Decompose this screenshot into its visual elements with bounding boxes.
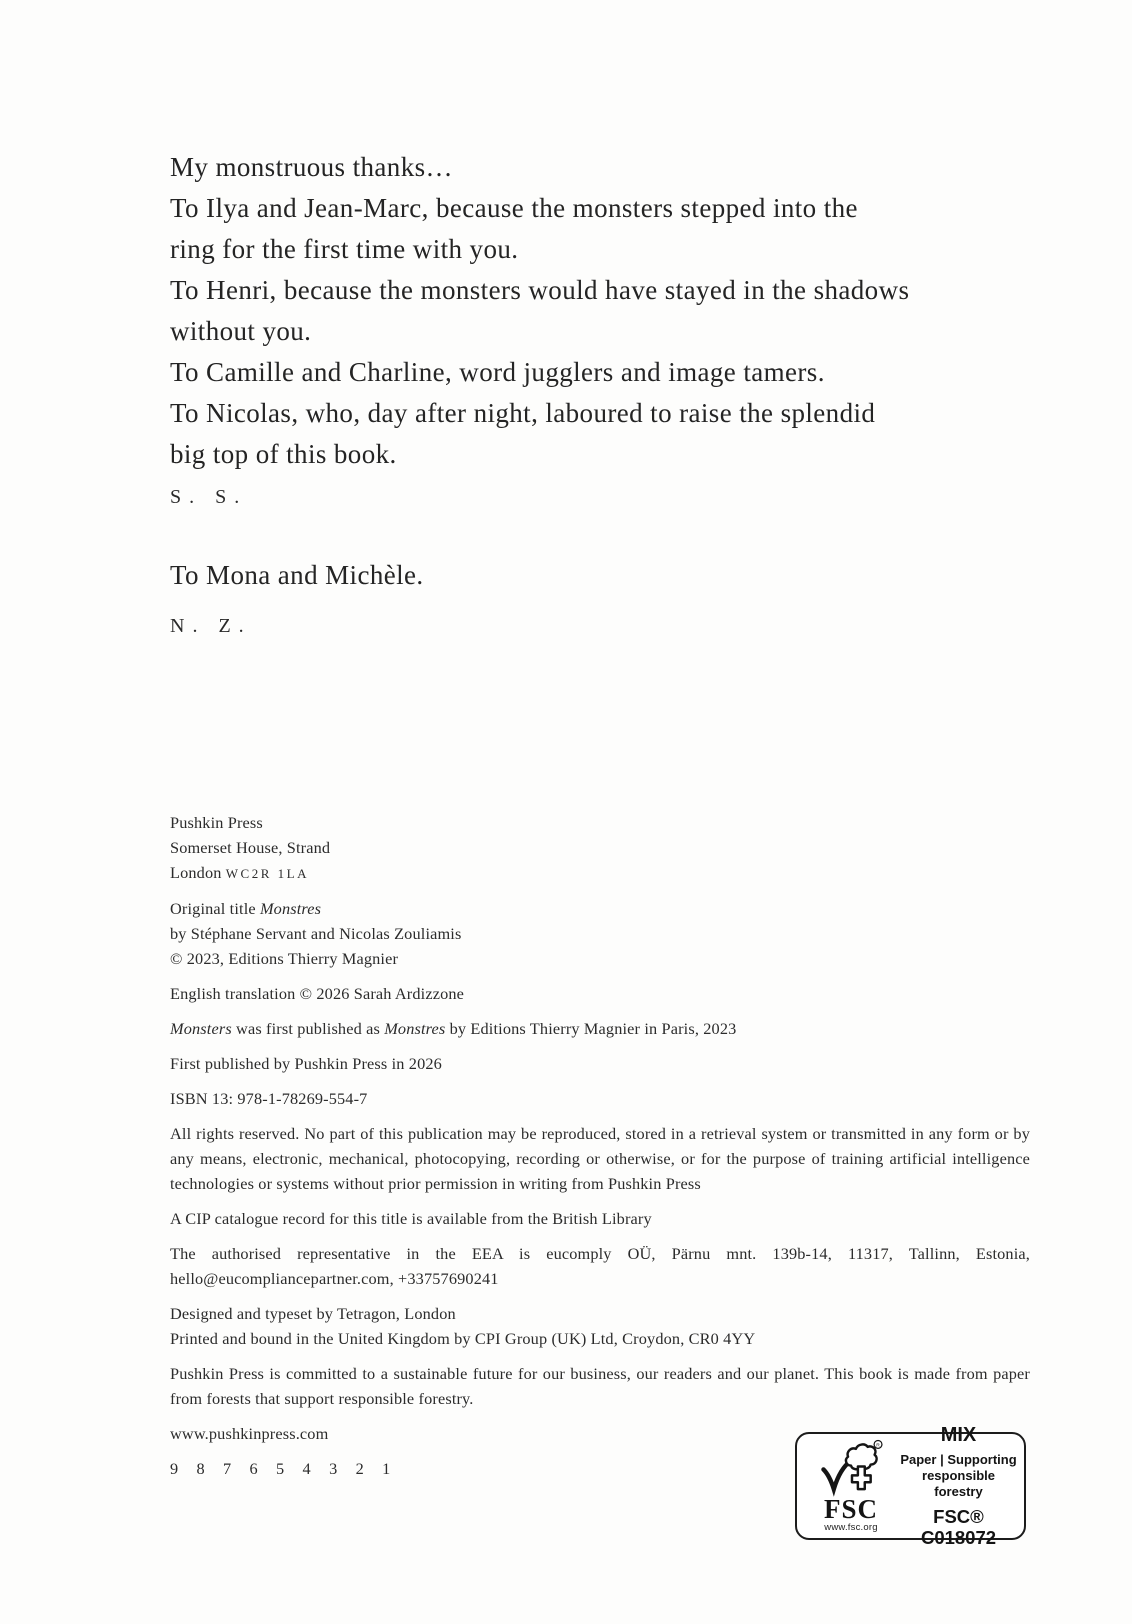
imprint-section — [170, 810, 1030, 1481]
eea-representative: The authorised representative in the EEA is eucomply OÜ, Pärnu mnt. 139b-14, 11317, Tallinn, Estonia, hello@eucompliancepartner.com, +33757690241 — [170, 1244, 1030, 1288]
acknowledgements-section — [170, 0, 1030, 640]
publisher-website: www.pushkinpress.com — [170, 1424, 329, 1443]
translation-copyright: English translation © 2026 Sarah Ardizzone — [170, 984, 465, 1003]
authors-line: by Stéphane Servant and Nicolas Zouliamis — [170, 924, 462, 943]
original-edition-credit — [170, 896, 1030, 971]
first-publication-line — [170, 1016, 1030, 1041]
fsc-right-panel — [899, 1424, 1018, 1548]
text-column — [170, 0, 1030, 1481]
design-credit: Designed and typeset by Tetragon, London — [170, 1304, 456, 1323]
fsc-mix-label: MIX — [940, 1424, 977, 1446]
sustainability-statement: Pushkin Press is committed to a sustainable future for our business, our readers and our planet. This book is made from paper from forests that support responsible forestry. — [170, 1364, 1030, 1408]
fsc-brand-text: FSC — [823, 1494, 878, 1524]
address-line: Somerset House, Strand — [170, 838, 331, 857]
fsc-licence-code: FSC® C018072 — [920, 1506, 997, 1548]
title-french: Monstres — [384, 1019, 446, 1038]
fsc-url-text: www.fsc.org — [824, 1522, 878, 1533]
first-publication-rest: by Editions Thierry Magnier in Paris, 2023 — [445, 1019, 737, 1038]
isbn-line: ISBN 13: 978-1-78269-554-7 — [170, 1089, 368, 1108]
dedication-text: To Mona and Michèle. — [170, 560, 424, 590]
acknowledgements-text: My monstruous thanks… To Ilya and Jean-Marc, because the monsters stepped into the ring for the first time with you. To Henri, because the monsters would have stayed in the shadows without you. To Camille and Charline, word jugglers and image tamers. To Nicolas, who, day after night, laboured to raise the splendid big top of this book. — [170, 152, 910, 469]
original-title-label: Original title — [170, 899, 260, 918]
address-city: London — [170, 863, 226, 882]
printers-key: 9 8 7 6 5 4 3 2 1 — [170, 1459, 391, 1478]
first-publication-mid: was first published as — [231, 1019, 385, 1038]
illustrator-initials: N. Z. — [170, 615, 252, 637]
fsc-tree-check-icon — [811, 1439, 891, 1497]
fsc-left-panel — [803, 1439, 899, 1533]
original-title: Monstres — [259, 899, 322, 918]
original-title-line — [170, 896, 1030, 921]
svg-text:R: R — [876, 1443, 880, 1449]
fsc-tagline: Paper | Supporting responsible forestry — [900, 1452, 1017, 1499]
publisher-address — [170, 810, 1030, 886]
address-city-line — [170, 860, 1030, 886]
uk-publication-line: First published by Pushkin Press in 2026 — [170, 1054, 442, 1073]
address-postcode: WC2R 1LA — [225, 866, 309, 881]
author-initials: S. S. — [170, 486, 248, 508]
printing-credit: Printed and bound in the United Kingdom by CPI Group (UK) Ltd, Croydon, CR0 4YY — [170, 1329, 756, 1348]
production-credits — [170, 1301, 1030, 1351]
fsc-label — [795, 1424, 1026, 1548]
cip-record-line: A CIP catalogue record for this title is available from the British Library — [170, 1209, 652, 1228]
original-copyright-line: © 2023, Editions Thierry Magnier — [170, 949, 399, 968]
rights-statement: All rights reserved. No part of this publication may be reproduced, stored in a retrieval system or transmitted in any form or by any means, electronic, mechanical, photocopying, recording or otherwise, or for the purpose of training artificial intelligence technologies or systems without prior permission in writing from Pushkin Press — [170, 1124, 1030, 1193]
publisher-name: Pushkin Press — [170, 813, 263, 832]
title-english: Monsters — [170, 1019, 232, 1038]
